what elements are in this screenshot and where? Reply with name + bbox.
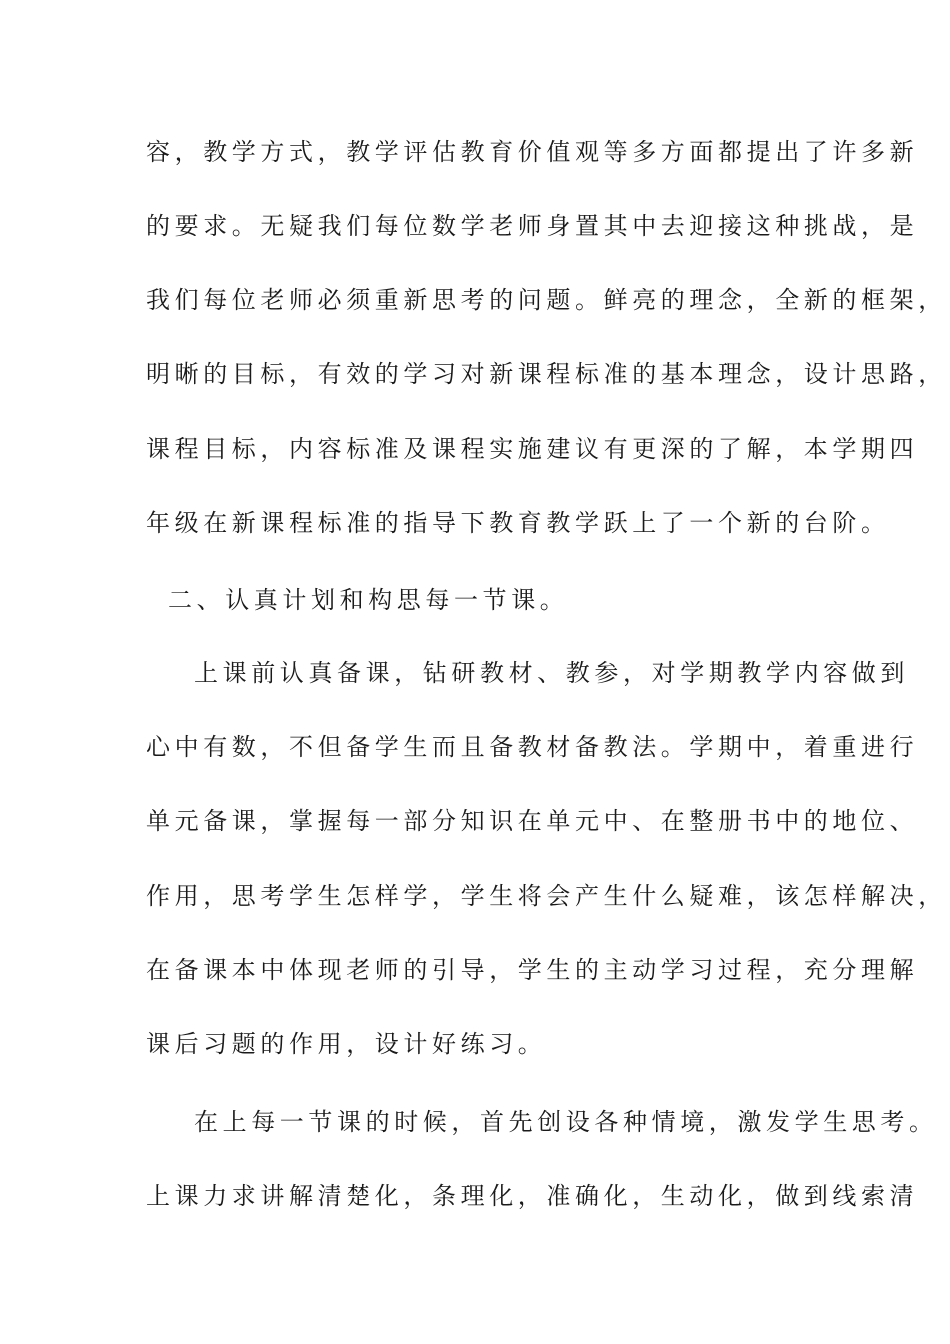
paragraph-line: 在备课本中体现老师的引导，学生的主动学习过程，充分理解 xyxy=(146,956,919,984)
paragraph-line: 的要求。无疑我们每位数学老师身置其中去迎接这种挑战，是 xyxy=(146,212,919,240)
paragraph-line: 心中有数，不但备学生而且备教材备教法。学期中，着重进行 xyxy=(146,733,919,761)
paragraph-line: 课后习题的作用，设计好练习。 xyxy=(146,1030,547,1058)
paragraph-line: 单元备课，掌握每一部分知识在单元中、在整册书中的地位、 xyxy=(146,807,919,835)
paragraph-line: 明晰的目标，有效的学习对新课程标准的基本理念，设计思路， xyxy=(146,360,947,388)
section-heading: 二、认真计划和构思每一节课。 xyxy=(168,586,569,614)
paragraph-line: 作用，思考学生怎样学，学生将会产生什么疑难，该怎样解决， xyxy=(146,882,947,910)
paragraph-line: 我们每位老师必须重新思考的问题。鲜亮的理念，全新的框架， xyxy=(146,286,947,314)
paragraph-line: 上课前认真备课，钻研教材、教参，对学期教学内容做到 xyxy=(194,659,909,687)
paragraph-line: 在上每一节课的时候，首先创设各种情境，激发学生思考。 xyxy=(194,1108,938,1136)
paragraph-line: 课程目标，内容标准及课程实施建议有更深的了解，本学期四 xyxy=(146,435,919,463)
paragraph-line: 年级在新课程标准的指导下教育教学跃上了一个新的台阶。 xyxy=(146,509,890,537)
paragraph-line: 上课力求讲解清楚化，条理化，准确化，生动化，做到线索清 xyxy=(146,1182,919,1210)
paragraph-line: 容，教学方式，教学评估教育价值观等多方面都提出了许多新 xyxy=(146,138,919,166)
